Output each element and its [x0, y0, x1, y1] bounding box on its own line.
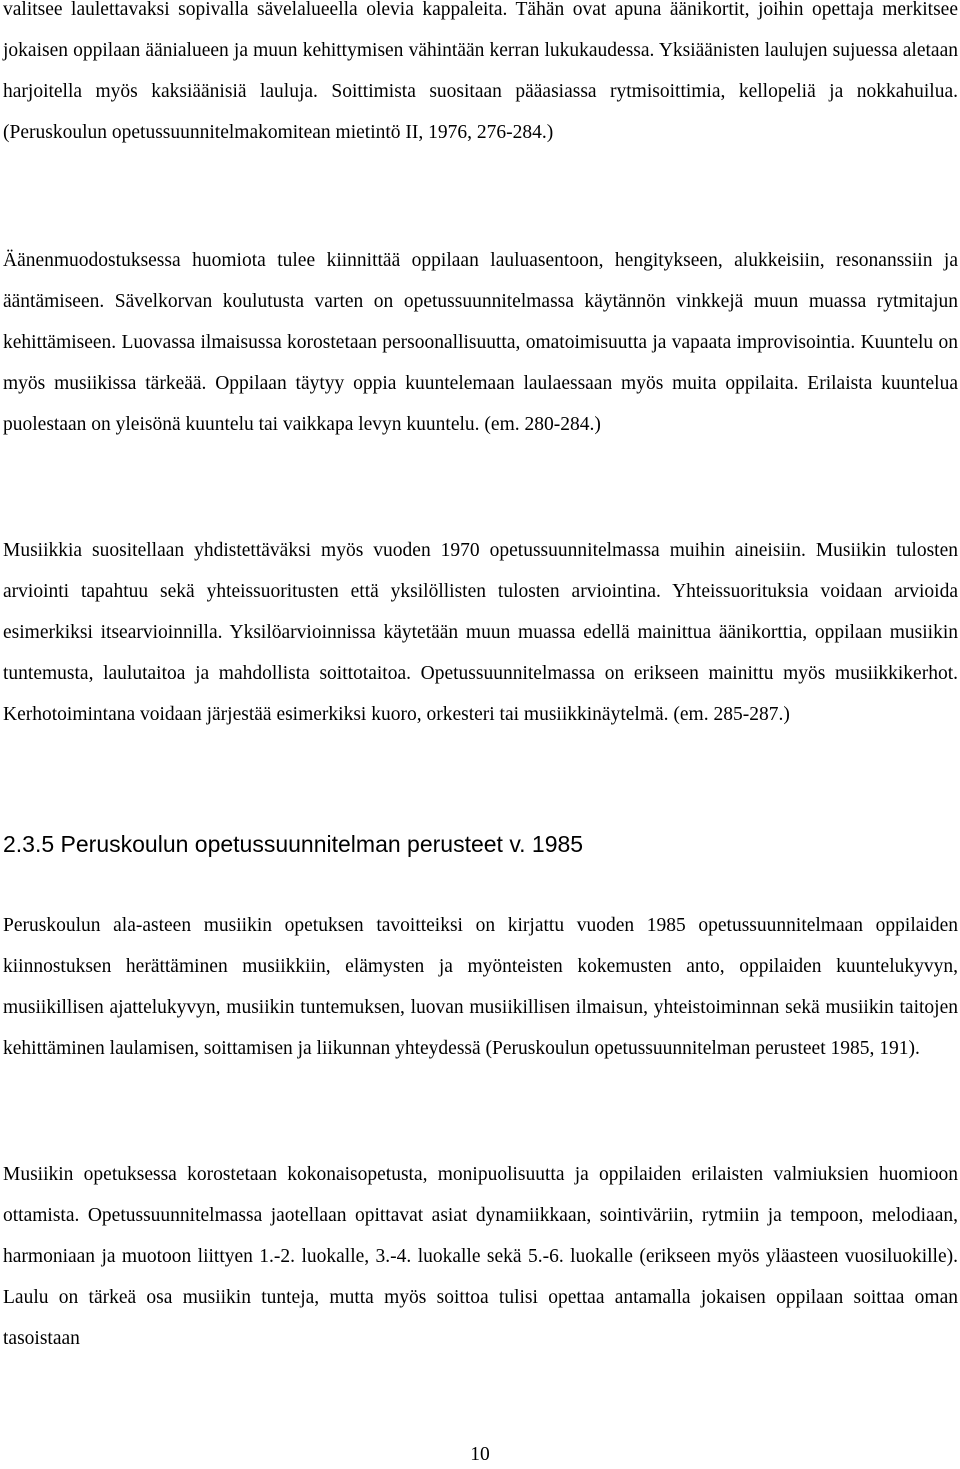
paragraph-voice-production: Äänenmuodostuksessa huomiota tulee kiinnittää oppilaan lauluasentoon, hengitykseen, alukkeisiin, resonanssiin ja ääntämiseen. Sävelkorvan koulutusta varten on opetussuunnitelmassa käytännön vinkkejä muun muassa rytmitajun kehittämiseen. Luovassa ilmaisussa korostetaan persoonallisuutta, omatoimisuutta ja vapaata improvisointia. Kuuntelu on myös musiikissa tärkeää. Oppilaan täytyy oppia kuuntelemaan laulaessaan myös muita oppilaita. Erilaista kuuntelua puolestaan on yleisönä kuuntelu tai vaikkapa levyn kuuntelu. (em. 280-284.): [3, 250, 958, 435]
paragraph-voice-range: valitsee laulettavaksi sopivalla sävelalueella olevia kappaleita. Tähän ovat apuna äänikortit, joihin opettaja merkitsee jokaisen oppilaan äänialueen ja muun kehittymisen vähintään kerran lukukaudessa. Yksiäänisten laulujen sujuessa aletaan harjoitella myös kaksiäänisiä lauluja. Soittimista suositaan pääasiassa rytmisoittimia, kellopeliä ja nokkahuilua. (Peruskoulun opetussuunnitelmakomitean mietintö II, 1976, 276-284.): [3, 0, 958, 143]
paragraph-1985-content: Musiikin opetuksessa korostetaan kokonaisopetusta, monipuolisuutta ja oppilaiden erilaisten valmiuksien huomioon ottamista. Opetussuunnitelmassa jaotellaan opittavat asiat dynamiikkaan, sointiväriin, rytmiin ja tempoon, melodiaan, harmoniaan ja muotoon liittyen 1.-2. luokalle, 3.-4. luokalle sekä 5.-6. luokalle (erikseen myös yläasteen vuosiluokille). Laulu on tärkeä osa musiikin tunteja, mutta myös soittoa tulisi opettaa antamalla jokaisen oppilaan soittaa oman tasoistaan: [3, 1164, 958, 1349]
page-number: 10: [470, 1444, 490, 1465]
paragraph-assessment: Musiikkia suositellaan yhdistettäväksi myös vuoden 1970 opetussuunnitelmassa muihin aineisiin. Musiikin tulosten arviointi tapahtuu sekä yhteissuoritusten että yksilöllisten tulosten arviointina. Yhteissuorituksia voidaan arvioida esimerkiksi itsearvioinnilla. Yksilöarvioinnissa käytetään muun muassa edellä mainittua äänikorttia, oppilaan musiikin tuntemusta, laulutaitoa ja mahdollista soittotaitoa. Opetussuunnitelmassa on erikseen mainittu myös musiikkikerhot. Kerhotoimintana voidaan järjestää esimerkiksi kuoro, orkesteri tai musiikkinäytelmä. (em. 285-287.): [3, 540, 958, 725]
section-heading: 2.3.5 Peruskoulun opetussuunnitelman perusteet v. 1985: [3, 831, 584, 857]
paragraph-1985-goals: Peruskoulun ala-asteen musiikin opetuksen tavoitteiksi on kirjattu vuoden 1985 opetussuunnitelmaan oppilaiden kiinnostuksen herättäminen musiikkiin, elämysten ja myönteisten kokemusten anto, oppilaiden kuuntelukyvyn, musiikillisen ajattelukyvyn, musiikin tuntemuksen, luovan musiikillisen ilmaisun, yhteistoiminnan sekä musiikin taitojen kehittäminen laulamisen, soittamisen ja liikunnan yhteydessä (Peruskoulun opetussuunnitelman perusteet 1985, 191).: [3, 915, 958, 1059]
